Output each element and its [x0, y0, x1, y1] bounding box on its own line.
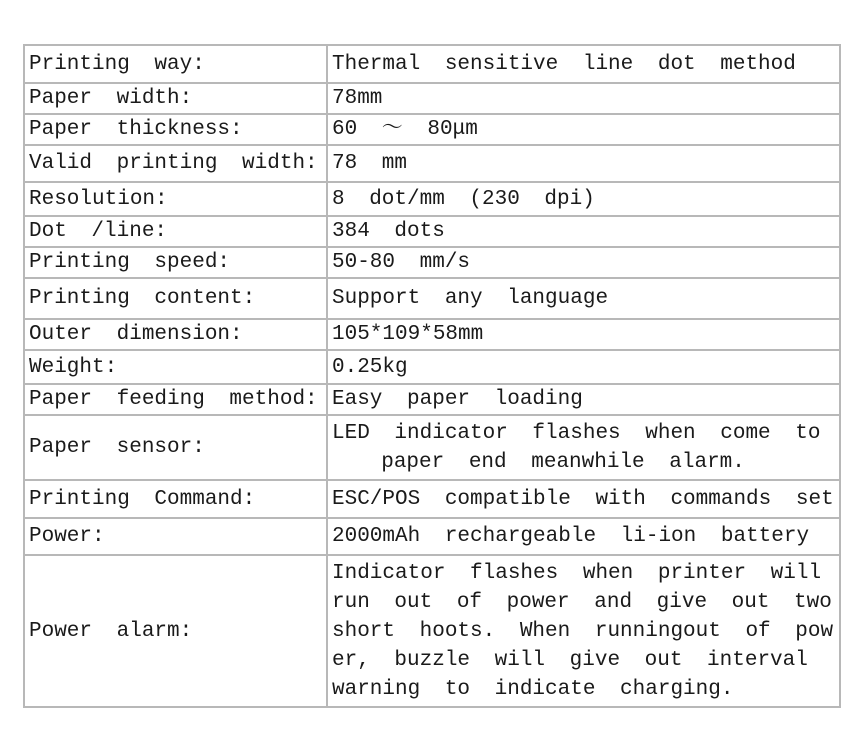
- table-row: [24, 319, 840, 350]
- table-row: [24, 83, 840, 114]
- spec-value: 8 dot/mm (230 dpi): [327, 182, 840, 216]
- table-row: [24, 278, 840, 319]
- spec-label: Paper width:: [24, 83, 327, 114]
- spec-value: 60 ～ 80μm: [327, 114, 840, 145]
- table-row: [24, 182, 840, 216]
- spec-label: Paper feeding method:: [24, 384, 327, 415]
- spec-value: Support any language: [327, 278, 840, 319]
- spec-value: 78mm: [327, 83, 840, 114]
- table-row: [24, 45, 840, 83]
- table-row: [24, 518, 840, 555]
- spec-value: 50-80 mm/s: [327, 247, 840, 278]
- spec-value: 0.25kg: [327, 350, 840, 384]
- table-row: [24, 114, 840, 145]
- spec-value: 105*109*58mm: [327, 319, 840, 350]
- table-row: [24, 384, 840, 415]
- spec-label: Outer dimension:: [24, 319, 327, 350]
- spec-label: Paper sensor:: [24, 415, 327, 480]
- spec-label: Printing way:: [24, 45, 327, 83]
- spec-label: Power alarm:: [24, 555, 327, 707]
- spec-value: Easy paper loading: [327, 384, 840, 415]
- spec-label: Printing Command:: [24, 480, 327, 518]
- spec-label: Weight:: [24, 350, 327, 384]
- spec-label: Dot /line:: [24, 216, 327, 247]
- table-row: [24, 216, 840, 247]
- spec-value: Indicator flashes when printer will run out of power and give out two short hoots. When runningout of pow er, buzzle will give out interval warning to indicate charging.: [327, 555, 840, 707]
- spec-value: LED indicator flashes when come to paper end meanwhile alarm.: [327, 415, 840, 480]
- spec-label: Valid printing width:: [24, 145, 327, 182]
- table-row: [24, 145, 840, 182]
- spec-value: 78 mm: [327, 145, 840, 182]
- table-row: [24, 480, 840, 518]
- spec-value: 2000mAh rechargeable li-ion battery: [327, 518, 840, 555]
- spec-label: Printing content:: [24, 278, 327, 319]
- spec-table: [23, 44, 841, 708]
- table-row: [24, 247, 840, 278]
- spec-value: ESC/POS compatible with commands set: [327, 480, 840, 518]
- table-row: [24, 350, 840, 384]
- table-row: [24, 555, 840, 707]
- table-row: [24, 415, 840, 480]
- spec-label: Paper thickness:: [24, 114, 327, 145]
- spec-label: Power:: [24, 518, 327, 555]
- spec-value: Thermal sensitive line dot method: [327, 45, 840, 83]
- spec-label: Resolution:: [24, 182, 327, 216]
- spec-label: Printing speed:: [24, 247, 327, 278]
- spec-value: 384 dots: [327, 216, 840, 247]
